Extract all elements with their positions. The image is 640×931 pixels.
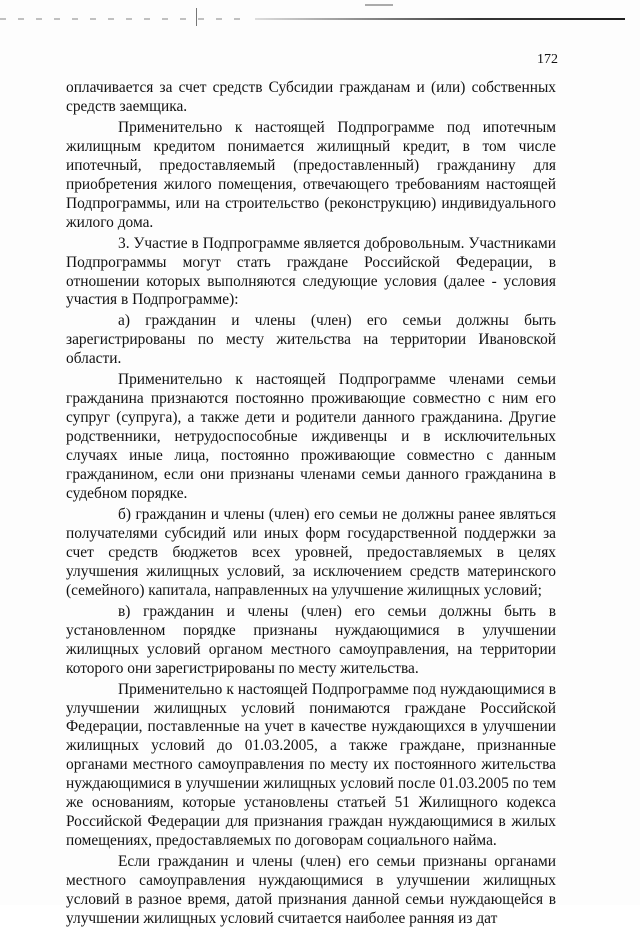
scan-artifact-dots [0, 18, 250, 20]
page-number: 172 [537, 52, 558, 67]
scan-artifact-line [255, 18, 625, 20]
paragraph-4: а) гражданин и члены (член) его семьи должны быть зарегистрированы по месту жительства на территории Ивановской области. [66, 312, 556, 368]
paragraph-9: Если гражданин и члены (член) его семьи признаны органами местного самоуправления нуждающимися в улучшении жилищных условий в разное время, датой признания данной семьи нуждающейся в улучшении жилищных условий считается наиболее ранняя из дат [66, 853, 556, 927]
paragraph-1: оплачивается за счет средств Субсидии гражданам и (или) собственных средств заемщика. [66, 79, 556, 115]
body-text [66, 79, 556, 931]
paragraph-7: в) гражданин и члены (член) его семьи должны быть в установленном порядке признаны нуждающимися в улучшении жилищных условий органом местного самоуправления, на территории которого они зарегистрированы по месту жительства. [66, 602, 556, 677]
paragraph-3: 3. Участие в Подпрограмме является добровольным. Участниками Подпрограммы могут стать граждане Российской Федерации, в отношении которых выполняются следующие условия (далее - условия участия в Подпрограмме): [66, 234, 556, 309]
paragraph-8: Применительно к настоящей Подпрограмме под нуждающимися в улучшении жилищных условий понимаются граждане Российской Федерации, поставленные на учет в качестве нуждающихся в улучшении жилищных условий до 01.03.2005, а также граждане, признанные органами местного самоуправления по месту их постоянного жительства нуждающимися в улучшении жилищных условий после 01.03.2005 по тем же основаниям, которые установлены статьей 51 Жилищного кодекса Российской Федерации для признания граждан нуждающимися в жилых помещениях, предоставляемых по договорам социального найма. [66, 680, 556, 850]
paragraph-2: Применительно к настоящей Подпрограмме под ипотечным жилищным кредитом понимается жилищный кредит, в том числе ипотечный, предоставляемый (предоставленный) гражданину для приобретения жилого помещения, отвечающего требованиям настоящей Подпрограммы, или на строительство (реконструкцию) индивидуального жилого дома. [66, 118, 556, 231]
scan-artifact-top [365, 4, 393, 6]
paragraph-6: б) гражданин и члены (член) его семьи не должны ранее являться получателями субсидий или иных форм государственной поддержки за счет средств бюджетов всех уровней, предоставляемых в целях улучшения жилищных условий, за исключением средств материнского (семейного) капитала, направленных на улучшение жилищных условий; [66, 505, 556, 599]
scan-artifact-tick [196, 8, 197, 26]
paragraph-5: Применительно к настоящей Подпрограмме членами семьи гражданина признаются постоянно проживающие совместно с ним его супруг (супруга), а также дети и родители данного гражданина. Другие родственники, нетрудоспособные иждивенцы и в исключительных случаях иные лица, постоянно проживающие совместно с данным гражданином, если они признаны членами семьи данного гражданина в судебном порядке. [66, 371, 556, 503]
